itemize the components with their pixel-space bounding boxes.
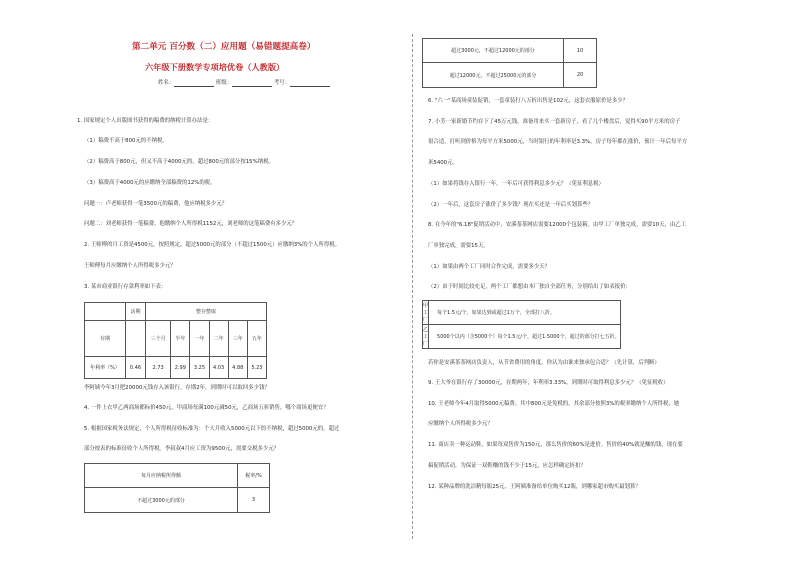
q1-problem-1: 问题一：卢老师获得一笔3500元的稿费，他应纳税多少元？ <box>84 201 228 207</box>
name-field[interactable] <box>174 80 214 87</box>
q12-text: 12. 某种品牌的洗洁精每瓶25元，王阿姨准备给单位购买12瓶，到哪家超市购买最划算？ <box>428 484 641 490</box>
rate-value: 4.03 <box>209 357 228 379</box>
q8-part-2: （2）由于时间比较充足，两个工厂都想由本厂独自全部任务，分别给出了如表报价： <box>428 284 631 290</box>
q2-text: 2. 王师傅的月工资是4500元，按照规定，超过5000元的部分（不超过1500元）应缴纳3%的个人所得税。 <box>84 242 341 248</box>
q5-text-continued: 部分按表的标准征收个人所得税。李叔叔4月应工资为9500元，需要交税多少元？ <box>84 446 280 452</box>
q1-text: 1. 国家规定个人出版图书获得的稿费的纳税计算办法是： <box>77 118 214 124</box>
tax-rate: 3 <box>238 488 270 513</box>
tax-table-part1 <box>84 463 270 513</box>
rate-table-fixed-header: 整存整取 <box>146 303 267 321</box>
q8-text-line2: 厂单独完成，需要15天。 <box>428 243 489 249</box>
q3-question: 李阿姨今年3月把20000元钱存入该银行，存期2年，到期时可以取回多少钱？ <box>84 385 270 391</box>
name-label: 姓名： <box>158 80 175 86</box>
rate-period: 一年 <box>190 321 209 357</box>
student-info-line <box>158 80 330 87</box>
q4-text: 4. 一件上衣甲乙两商场都标价450元，甲商场每满100元减50元，乙商场五折销售，哪个商场更便宜？ <box>84 405 329 411</box>
exam-no-label: 考号： <box>273 80 290 86</box>
rate-table-rate-label: 年利率（%） <box>85 357 126 379</box>
q6-text: 6. "六一"某商场童装促销，一套童装打八五折出售是102元，这套衣服原价是多少？ <box>428 98 628 104</box>
rate-period: 半年 <box>171 321 190 357</box>
q1-problem-2: 问题二：刘老师获得一笔稿费，他缴纳个人所得税1152元，刘老师的这笔稿费有多少元？ <box>84 221 298 227</box>
rate-period: 三个月 <box>146 321 171 357</box>
q10-text: 10. 王老师今年4月取得5000元稿费。其中800元是免税的，其余部分按照3%的税率缴纳个人所得税，她 <box>428 401 680 407</box>
rate-value: 2.99 <box>171 357 190 379</box>
q2-question: 王师傅每月应缴纳个人所得税多少元？ <box>84 263 176 269</box>
factory-name: 甲工厂 <box>423 301 429 325</box>
q8-question: 若你是安溪茶茶网店负责人，从节省费用的角度，你认为由谁来独承包合适？（先计算，后判断） <box>428 360 660 366</box>
q7-text: 7. 小芳一家新婚节约存下了45万元钱，准备用来买一套新房子，看了几个楼盘后，觉得买90平方米的房子 <box>428 119 681 125</box>
tax-header-rate: 税率/% <box>238 464 270 488</box>
rate-period: 三年 <box>228 321 247 357</box>
interest-rate-table <box>84 302 267 379</box>
tax-range: 超过12000元，不超过25000元的部分 <box>423 63 564 88</box>
factory-quote: 每个1.5元/个，如果达到或超过1万个，全部打八折。 <box>429 301 621 325</box>
rate-table-corner <box>85 303 126 321</box>
exam-no-field[interactable] <box>290 80 330 87</box>
q10-text-line2: 应缴纳个人所得税多少元？ <box>428 421 493 427</box>
rate-table-current-header: 活期 <box>126 303 146 321</box>
q7-part-2: （2）一年后，这套房子涨价了多少钱？现在买还是一年后买划算些？ <box>428 202 594 208</box>
q5-text: 5. 根据国家税务法规定，个人所得税征收标准为：个人月收入5000元以下的不纳税，超过5000元的，超过 <box>84 426 340 432</box>
q11-text: 11. 商店卖一种运动鞋，如果每双售价为150元，那么售价的60%是进价。售价的40%就是赚的钱，现在要 <box>428 442 683 448</box>
tax-range: 超过3000元，不超过12000元的部分 <box>423 39 564 63</box>
q7-text-line3: 米5400元。 <box>428 160 458 166</box>
class-field[interactable] <box>232 80 272 87</box>
rate-table-current-cell <box>126 321 146 357</box>
q8-part-1: （1）如果由两个工厂同时合作完成，需要多少天？ <box>428 264 551 270</box>
factory-quote-table <box>422 300 621 349</box>
rate-value: 2.73 <box>146 357 171 379</box>
rate-period: 五年 <box>247 321 266 357</box>
column-divider <box>412 34 413 539</box>
factory-quote: 5000个以内（含5000个）每个1.5元/个，超过1.5000个，超过的部分打七五折。 <box>429 325 621 349</box>
tax-rate: 20 <box>564 63 597 88</box>
rate-value: 3.25 <box>190 357 209 379</box>
tax-rate: 10 <box>564 39 597 63</box>
q7-part-1: （1）如果将钱存入银行一年，一年后可获得利息多少元？（免征利息税） <box>428 181 604 187</box>
factory-name: 乙工厂 <box>423 325 429 349</box>
rate-table-deposit-label: 存期 <box>85 321 126 357</box>
q8-text: 8. 在今年的"6.18"促销活动中，安溪茶茶网店需要12000个包装箱。由甲工厂单独完成，需要10天，由乙工 <box>428 222 687 228</box>
tax-header-range: 每月应纳税所得额 <box>85 464 238 488</box>
rate-period: 二年 <box>209 321 228 357</box>
q1-rule-a: （1）稿费不高于800元的不纳税。 <box>84 138 168 144</box>
q11-text-line2: 搞促销活动，为保证一双鞋赚的钱不少于15元，应怎样确定折扣？ <box>428 463 586 469</box>
class-label: 班级： <box>215 80 233 86</box>
page-subtitle: 六年级下册数学专项培优卷（人教版） <box>145 62 285 72</box>
q1-rule-b: （2）稿费高于800元，但又不高于4000元的，超过800元的部分按15%纳税。 <box>84 159 274 165</box>
q3-text: 3. 某市商业银行存款利率如下表： <box>84 284 167 290</box>
page-title: 第二单元 百分数（二）应用题（易错题提高卷） <box>132 42 316 52</box>
tax-table-part2 <box>422 38 597 88</box>
rate-value: 0.46 <box>126 357 146 379</box>
q7-text-line2: 很合适，打听到价格为每平方米5000元，当时银行的年利率是3.3%，房子每年都在涨价，预计一年后每平方 <box>428 139 688 145</box>
rate-value: 4.88 <box>228 357 247 379</box>
q9-text: 9. 王大爷在银行存了30000元，存期两年，年利率3.33%，到期时可取得利息多少元？（免征税收） <box>428 380 669 386</box>
q1-rule-c: （3）稿费高于4000元的应缴纳全部稿费的12%的税。 <box>84 180 216 186</box>
rate-value: 5.23 <box>247 357 266 379</box>
tax-range: 不超过3000元的部分 <box>85 488 238 513</box>
